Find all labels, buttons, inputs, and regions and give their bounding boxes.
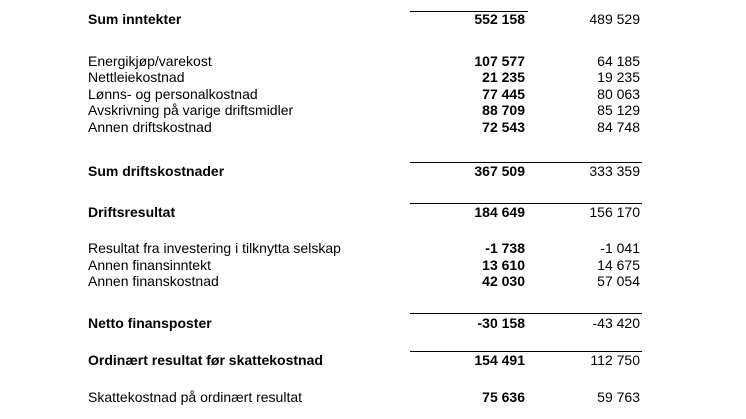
statement-row-sum-inntekter bbox=[0, 11, 746, 27]
statement-row-sum-driftskostnader bbox=[0, 163, 746, 179]
statement-row-lonns-personalkostnad bbox=[0, 86, 746, 102]
row-label: Annen finansinntekt bbox=[88, 257, 211, 273]
previous-year-value: 489 529 bbox=[589, 11, 640, 27]
statement-row-resultat-tilknytta bbox=[0, 240, 746, 256]
row-label: Lønns- og personalkostnad bbox=[88, 86, 258, 102]
row-label: Resultat fra investering i tilknytta selskap bbox=[88, 240, 341, 256]
current-year-value: 21 235 bbox=[482, 69, 525, 85]
statement-row-annen-driftskostnad bbox=[0, 119, 746, 135]
previous-year-value: 112 750 bbox=[590, 352, 640, 368]
statement-row-ordinaert-resultat bbox=[0, 352, 746, 368]
current-year-value: -1 738 bbox=[485, 240, 525, 256]
total-rule-current bbox=[410, 313, 528, 314]
row-label: Annen driftskostnad bbox=[88, 119, 212, 135]
previous-year-value: 57 054 bbox=[597, 273, 640, 289]
previous-year-value: 59 763 bbox=[597, 389, 640, 405]
current-year-value: 154 491 bbox=[474, 352, 525, 368]
previous-year-value: 19 235 bbox=[597, 69, 640, 85]
total-rule-previous bbox=[528, 313, 642, 314]
current-year-value: 552 158 bbox=[474, 11, 525, 27]
row-label: Sum driftskostnader bbox=[88, 163, 225, 179]
previous-year-value: 84 748 bbox=[597, 119, 640, 135]
statement-row-avskrivning bbox=[0, 102, 746, 118]
row-label: Annen finanskostnad bbox=[88, 273, 219, 289]
previous-year-value: 80 063 bbox=[597, 86, 640, 102]
previous-year-value: -43 420 bbox=[592, 315, 640, 331]
current-year-value: 72 543 bbox=[482, 119, 525, 135]
current-year-value: 107 577 bbox=[474, 53, 525, 69]
row-label: Ordinært resultat før skattekostnad bbox=[88, 352, 323, 368]
row-label: Skattekostnad på ordinært resultat bbox=[88, 389, 303, 405]
current-year-value: 77 445 bbox=[482, 86, 525, 102]
current-year-value: 88 709 bbox=[482, 102, 525, 118]
previous-year-value: 333 359 bbox=[589, 163, 640, 179]
previous-year-value: 85 129 bbox=[597, 102, 640, 118]
current-year-value: 42 030 bbox=[482, 273, 525, 289]
row-label: Energikjøp/varekost bbox=[88, 53, 212, 69]
current-year-value: 75 636 bbox=[482, 389, 525, 405]
current-year-value: 13 610 bbox=[482, 257, 525, 273]
statement-row-driftsresultat bbox=[0, 204, 746, 220]
previous-year-value: 64 185 bbox=[597, 53, 640, 69]
row-label: Sum inntekter bbox=[88, 11, 182, 27]
row-label: Driftsresultat bbox=[88, 204, 176, 220]
row-label: Avskrivning på varige driftsmidler bbox=[88, 102, 294, 118]
previous-year-value: 156 170 bbox=[589, 204, 640, 220]
statement-row-annen-finansinntekt bbox=[0, 257, 746, 273]
row-label: Nettleiekostnad bbox=[88, 69, 185, 85]
row-label: Netto finansposter bbox=[88, 315, 212, 331]
statement-row-annen-finanskostnad bbox=[0, 273, 746, 289]
statement-row-nettleiekostnad bbox=[0, 69, 746, 85]
current-year-value: 367 509 bbox=[474, 163, 525, 179]
previous-year-value: 14 675 bbox=[597, 257, 640, 273]
statement-row-netto-finansposter bbox=[0, 315, 746, 331]
statement-row-energikjop bbox=[0, 53, 746, 69]
statement-row-skattekostnad bbox=[0, 389, 746, 405]
previous-year-value: -1 041 bbox=[600, 240, 640, 256]
current-year-value: 184 649 bbox=[474, 204, 525, 220]
current-year-value: -30 158 bbox=[477, 315, 525, 331]
